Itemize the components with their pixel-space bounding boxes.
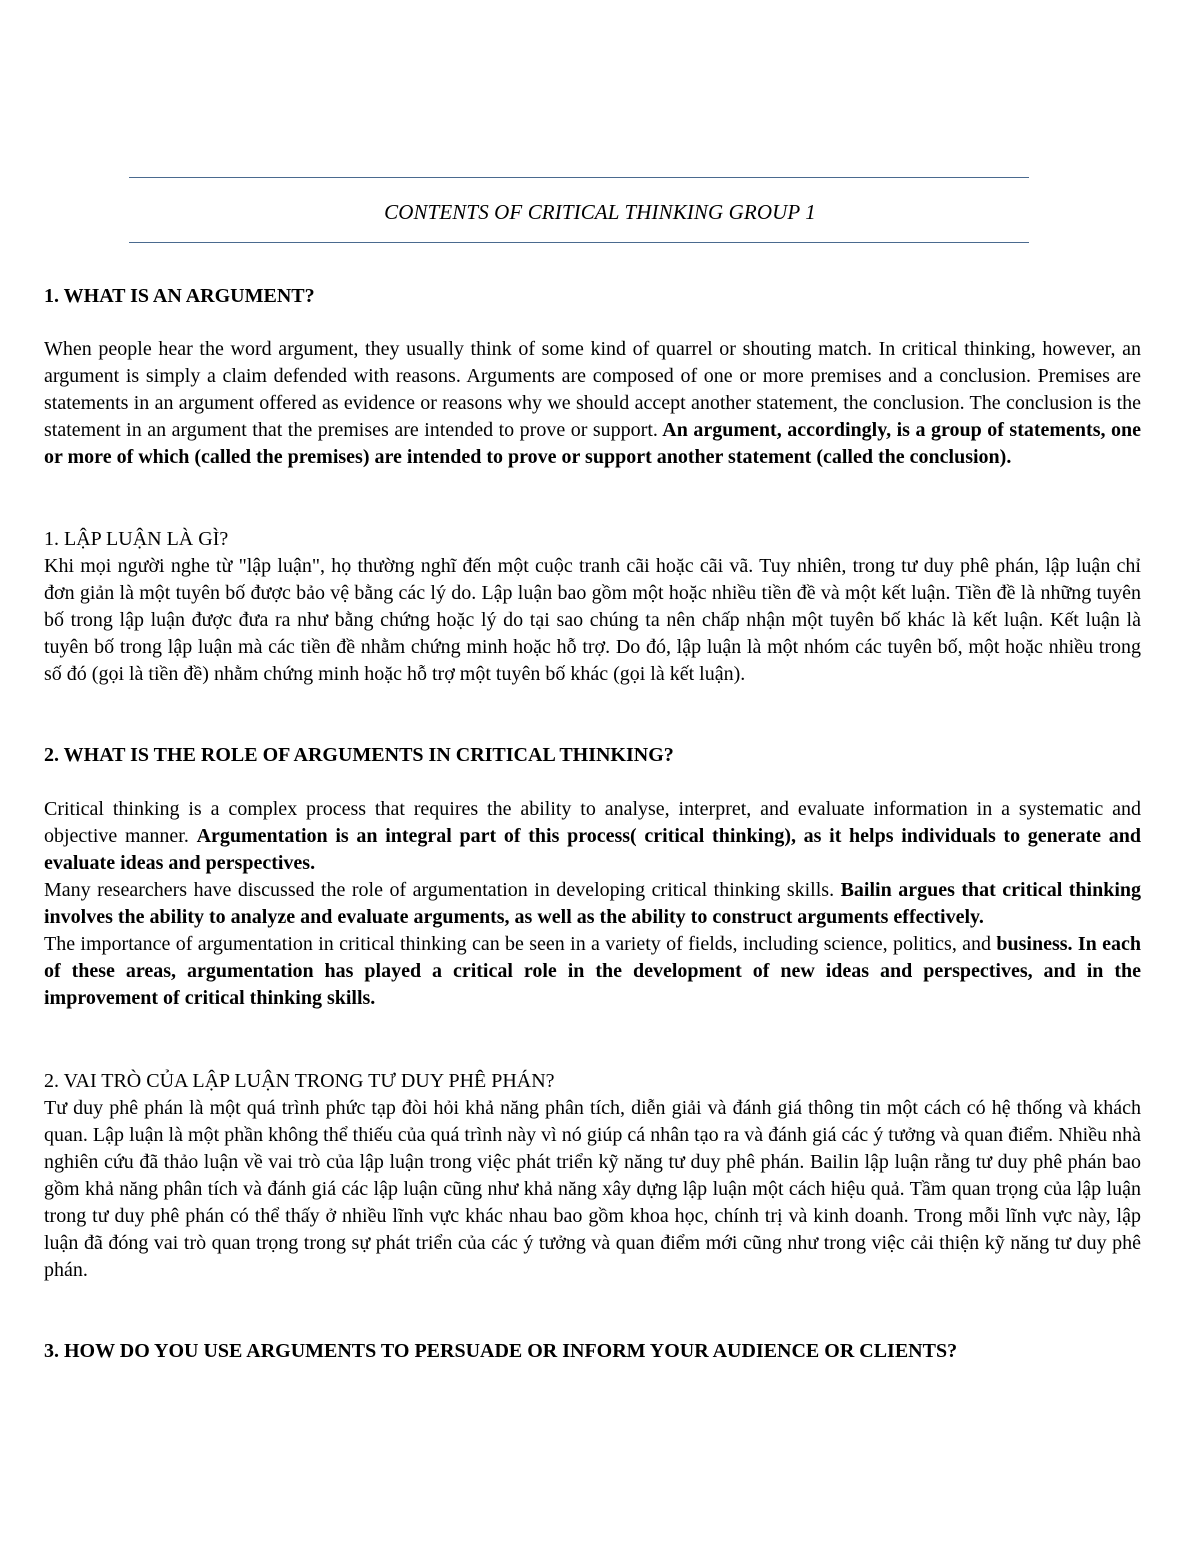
section-1-vi-paragraph: Khi mọi người nghe từ "lập luận", họ thường nghĩ đến một cuộc tranh cãi hoặc cãi vã. Tuy nhiên, trong tư duy phê phán, lập luận chỉ đơn giản là một tuyên bố được bảo vệ bằng các lý do. Lập luận bao gồm một hoặc nhiều tiền đề và một kết luận. Tiền đề là những tuyên bố trong lập luận được đưa ra như bằng chứng hoặc lý do tại sao chúng ta nên chấp nhận một tuyên bố khác là kết luận. Kết luận là tuyên bố trong lập luận mà các tiền đề nhằm chứng minh hoặc hỗ trợ. Do đó, lập luận là một nhóm các tuyên bố, một hoặc nhiều trong số đó (gọi là tiền đề) nhằm chứng minh hoặc hỗ trợ một tuyên bố khác (gọi là kết luận). xyxy=(44,555,1141,685)
section-1-heading-block xyxy=(44,283,1141,310)
section-1-text: When people hear the word argument, they usually think of some kind of quarrel or shouting match. In critical thinking, however, an argument is simply a claim defended with reasons. Arguments are composed of one or more premises and a conclusion. Premises are statements in an argument offered as evidence or reasons why we should accept another statement, the conclusion. The conclusion is the statement in an argument that the premises are intended to prove or support. xyxy=(44,338,1141,441)
section-2-p1-text: Critical thinking is a complex process that requires the ability to analyse, interpret, and evaluate information in a systematic and objective manner. xyxy=(44,798,1141,847)
section-3-heading: 3. HOW DO YOU USE ARGUMENTS TO PERSUADE OR INFORM YOUR AUDIENCE OR CLIENTS? xyxy=(44,1340,958,1362)
section-2-vi-paragraph: Tư duy phê phán là một quá trình phức tạp đòi hỏi khả năng phân tích, diễn giải và đánh giá thông tin một cách có hệ thống và khách quan. Lập luận là một phần không thể thiếu của quá trình này vì nó giúp cá nhân tạo ra và đánh giá các ý tưởng và quan điểm. Nhiều nhà nghiên cứu đã thảo luận về vai trò của lập luận trong việc phát triển kỹ năng tư duy phê phán. Bailin lập luận rằng tư duy phê phán bao gồm khả năng phân tích và đánh giá các lập luận cũng như khả năng xây dựng lập luận một cách hiệu quả. Tầm quan trọng của lập luận trong tư duy phê phán có thể thấy ở nhiều lĩnh vực khác nhau bao gồm khoa học, chính trị và kinh doanh. Trong mỗi lĩnh vực này, lập luận đã đóng vai trò quan trọng trong sự phát triển của các ý tưởng và quan điểm mới cũng như trong việc cải thiện kỹ năng tư duy phê phán. xyxy=(44,1097,1141,1281)
section-1-vi-heading: 1. LẬP LUẬN LÀ GÌ? xyxy=(44,528,229,550)
section-1-vi-heading-block xyxy=(44,526,1141,553)
section-3-heading-block xyxy=(44,1338,1141,1365)
section-1-vi-body xyxy=(44,553,1141,688)
section-1-body xyxy=(44,336,1141,471)
section-2-p2-bold-text: Bailin argues that critical thinking involves the ability to analyze and evaluate arguments, as well as the ability to construct arguments effectively. xyxy=(44,879,1142,928)
section-2-p2-text: Many researchers have discussed the role of argumentation in developing critical thinking skills. xyxy=(44,879,841,901)
section-2-p1-bold-text: Argumentation is an integral part of this process( critical thinking), as it helps individuals to generate and evaluate ideas and perspectives. xyxy=(44,825,1142,874)
section-2-vi-heading: 2. VAI TRÒ CỦA LẬP LUẬN TRONG TƯ DUY PHÊ PHÁN? xyxy=(44,1070,555,1092)
section-2-body xyxy=(44,796,1141,1012)
section-2-vi-heading-block xyxy=(44,1068,1141,1095)
section-2-p3-bold-text: business. In each of these areas, argumentation has played a critical role in the development of new ideas and perspectives, and in the improvement of critical thinking skills. xyxy=(44,933,1141,1009)
document-title: CONTENTS OF CRITICAL THINKING GROUP 1 xyxy=(384,200,816,224)
title-bottom-rule xyxy=(129,242,1029,243)
section-2-p3-text: The importance of argumentation in critical thinking can be seen in a variety of fields, including science, politics, and xyxy=(44,933,997,955)
section-1-heading: 1. WHAT IS AN ARGUMENT? xyxy=(44,285,315,307)
section-2-heading-block xyxy=(44,742,1141,769)
section-2-paragraph-1 xyxy=(44,796,1141,877)
section-1-bold-text: An argument, accordingly, is a group of statements, one or more of which (called the premises) are intended to prove or support another statement (called the conclusion). xyxy=(44,419,1142,468)
section-2-vi-body xyxy=(44,1095,1141,1284)
section-1-paragraph xyxy=(44,336,1141,471)
section-2-paragraph-3 xyxy=(44,931,1141,1012)
section-2-heading: 2. WHAT IS THE ROLE OF ARGUMENTS IN CRITICAL THINKING? xyxy=(44,744,674,766)
section-2-paragraph-2 xyxy=(44,877,1141,931)
title-top-rule xyxy=(129,177,1029,178)
